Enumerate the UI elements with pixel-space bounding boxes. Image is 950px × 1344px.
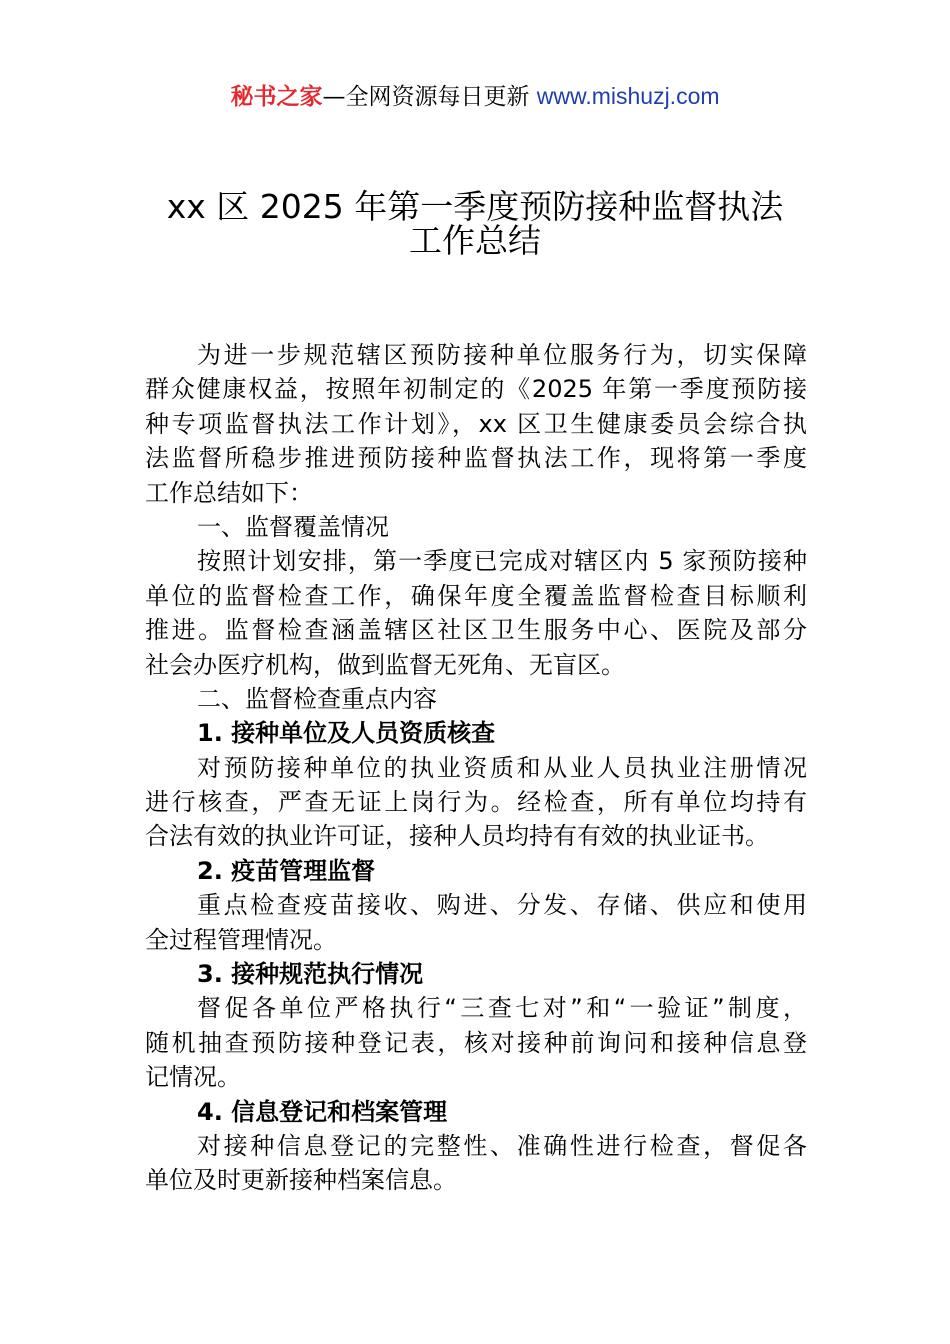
site-brand: 秘书之家 — [230, 84, 323, 110]
section-line: 社会办医疗机构，做到监督无死角、无盲区。 — [145, 650, 625, 679]
item-line: 对接种信息登记的完整性、准确性进行检查，督促各 — [197, 1131, 807, 1160]
title-line-1: xx 区 2025 年第一季度预防接种监督执法 — [166, 187, 784, 226]
item-line: 对预防接种单位的执业资质和从业人员执业注册情况 — [197, 753, 807, 782]
intro-line: 工作总结如下： — [145, 478, 313, 507]
section-heading: 二、监督检查重点内容 — [197, 684, 437, 713]
item-heading: 3. 接种规范执行情况 — [197, 960, 424, 989]
section-line: 推进。监督检查涵盖辖区社区卫生服务中心、医院及部分 — [145, 616, 807, 645]
section-line: 按照计划安排，第一季度已完成对辖区内 5 家预防接种 — [197, 547, 807, 576]
item-line: 单位及时更新接种档案信息。 — [145, 1166, 457, 1195]
section-heading: 一、监督覆盖情况 — [197, 512, 389, 541]
item-line: 进行核查，严查无证上岗行为。经检查，所有单位均持有 — [145, 788, 807, 817]
item-heading: 2. 疫苗管理监督 — [197, 856, 376, 885]
item-line: 合法有效的执业许可证，接种人员均持有有效的执业证书。 — [145, 822, 769, 851]
item-line: 全过程管理情况。 — [145, 925, 337, 954]
item-line: 重点检查疫苗接收、购进、分发、存储、供应和使用 — [197, 891, 807, 920]
title-line-2: 工作总结 — [409, 221, 541, 261]
intro-line: 法监督所稳步推进预防接种监督执法工作，现将第一季度 — [145, 444, 807, 473]
item-line: 督促各单位严格执行“三查七对”和“一验证”制度， — [197, 994, 807, 1023]
item-heading: 1. 接种单位及人员资质核查 — [197, 719, 496, 748]
site-tagline: —全网资源每日更新 — [322, 84, 537, 110]
document-title — [0, 174, 950, 261]
item-line: 随机抽查预防接种登记表，核对接种前询问和接种信息登 — [145, 1028, 807, 1057]
item-line: 记情况。 — [145, 1063, 241, 1092]
site-header — [0, 80, 950, 113]
site-url-link[interactable]: www.mishuzj.com — [536, 83, 720, 109]
intro-line: 为进一步规范辖区预防接种单位服务行为，切实保障 — [197, 341, 807, 369]
item-heading: 4. 信息登记和档案管理 — [197, 1097, 448, 1126]
intro-line: 群众健康权益，按照年初制定的《2025 年第一季度预防接 — [145, 375, 807, 404]
document-body — [145, 338, 807, 1198]
intro-line: 种专项监督执法工作计划》，xx 区卫生健康委员会综合执 — [145, 409, 807, 438]
section-line: 单位的监督检查工作，确保年度全覆盖监督检查目标顺利 — [145, 581, 807, 610]
